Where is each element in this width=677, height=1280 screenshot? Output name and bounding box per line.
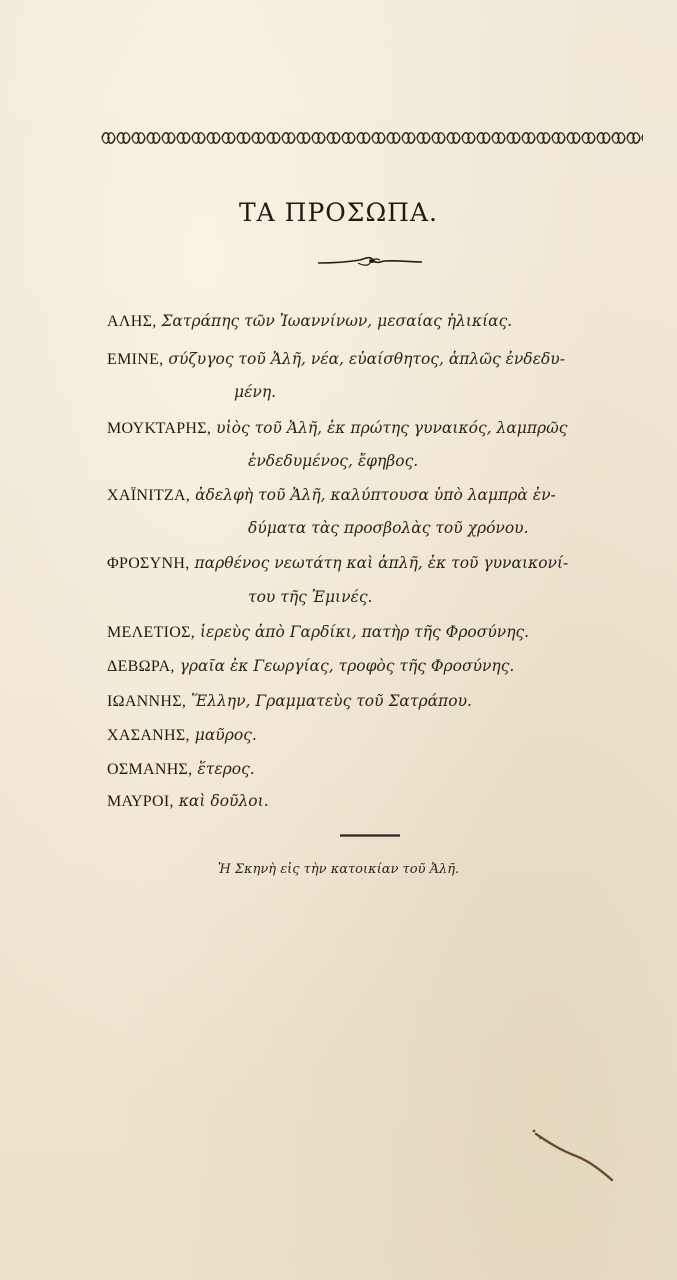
character-description: ἱερεὺς ἀπὸ Γαρδίκι, πατὴρ τῆς Φροσύνης.: [199, 623, 530, 641]
scene-note: Ἡ Σκηνὴ εἰς τὴν κατοικίαν τοῦ Ἀλῆ.: [217, 862, 460, 877]
character-description: Σατράπης τῶν Ἰωαννίνων, μεσαίας ἡλικίας.: [161, 312, 513, 330]
character-entry-emine: [107, 350, 565, 369]
character-name: ΕΜΙΝΕ,: [107, 351, 164, 368]
character-description: παρθένος νεωτάτη καὶ ἁπλῆ, ἐκ τοῦ γυναικονί-: [194, 554, 569, 572]
character-description: υἱὸς τοῦ Ἀλῆ, ἐκ πρώτης γυναικός, λαμπρῶς: [216, 419, 568, 437]
character-entry-mouktaris: [107, 419, 567, 438]
character-entry-devora: [107, 657, 514, 676]
character-entry-ioannis: [107, 692, 472, 711]
ink-mark: [530, 1120, 620, 1190]
character-name: ΜΕΛΕΤΙΟΣ,: [107, 624, 196, 641]
character-description-continuation: του τῆς Ἐμινές.: [248, 588, 373, 606]
title-swash-ornament: [318, 254, 422, 270]
character-description: Ἕλλην, Γραμματεὺς τοῦ Σατράπου.: [191, 692, 472, 710]
separator-rule: [340, 834, 400, 837]
character-description: ἕτερος.: [197, 760, 255, 778]
character-name: ΧΑΪΝΙΤΖΑ,: [107, 487, 191, 504]
character-name: ΧΑΣΑΝΗΣ,: [107, 727, 190, 744]
character-description: σύζυγος τοῦ Ἀλῆ, νέα, εὐαίσθητος, ἁπλῶς ἐνδεδυ-: [168, 350, 565, 368]
character-name: ΦΡΟΣΥΝΗ,: [107, 555, 190, 572]
character-name: ΟΣΜΑΝΗΣ,: [107, 761, 193, 778]
character-description: καὶ δοῦλοι.: [178, 792, 269, 810]
character-entry-chainitza: [107, 486, 556, 505]
character-description-continuation: δύματα τὰς προσβολὰς τοῦ χρόνου.: [248, 519, 529, 537]
character-name: ΜΟΥΚΤΑΡΗΣ,: [107, 420, 212, 437]
character-entry-alis: [107, 312, 512, 331]
ornament-band: [101, 130, 643, 146]
character-name: ΑΛΗΣ,: [107, 313, 157, 330]
character-name: ΙΩΑΝΝΗΣ,: [107, 693, 187, 710]
character-name: ΔΕΒΩΡΑ,: [107, 658, 175, 675]
character-description: γραῖα ἐκ Γεωργίας, τροφὸς τῆς Φροσύνης.: [179, 657, 515, 675]
character-entry-osmanis: [107, 760, 255, 779]
character-entry-frosyni: [107, 554, 568, 573]
character-description: ἀδελφὴ τοῦ Ἀλῆ, καλύπτουσα ὑπὸ λαμπρὰ ἐν-: [195, 486, 556, 504]
page-title: ΤΑ ΠΡΟΣΩΠΑ.: [238, 198, 438, 227]
character-description: μαῦρος.: [194, 726, 257, 744]
character-entry-meletios: [107, 623, 529, 642]
character-name: ΜΑΥΡΟΙ,: [107, 793, 174, 810]
character-entry-mavroi: [107, 792, 269, 811]
character-entry-chasanis: [107, 726, 257, 745]
character-description-continuation: ἐνδεδυμένος, ἔφηβος.: [248, 452, 419, 470]
character-description-continuation: μένη.: [234, 383, 277, 401]
